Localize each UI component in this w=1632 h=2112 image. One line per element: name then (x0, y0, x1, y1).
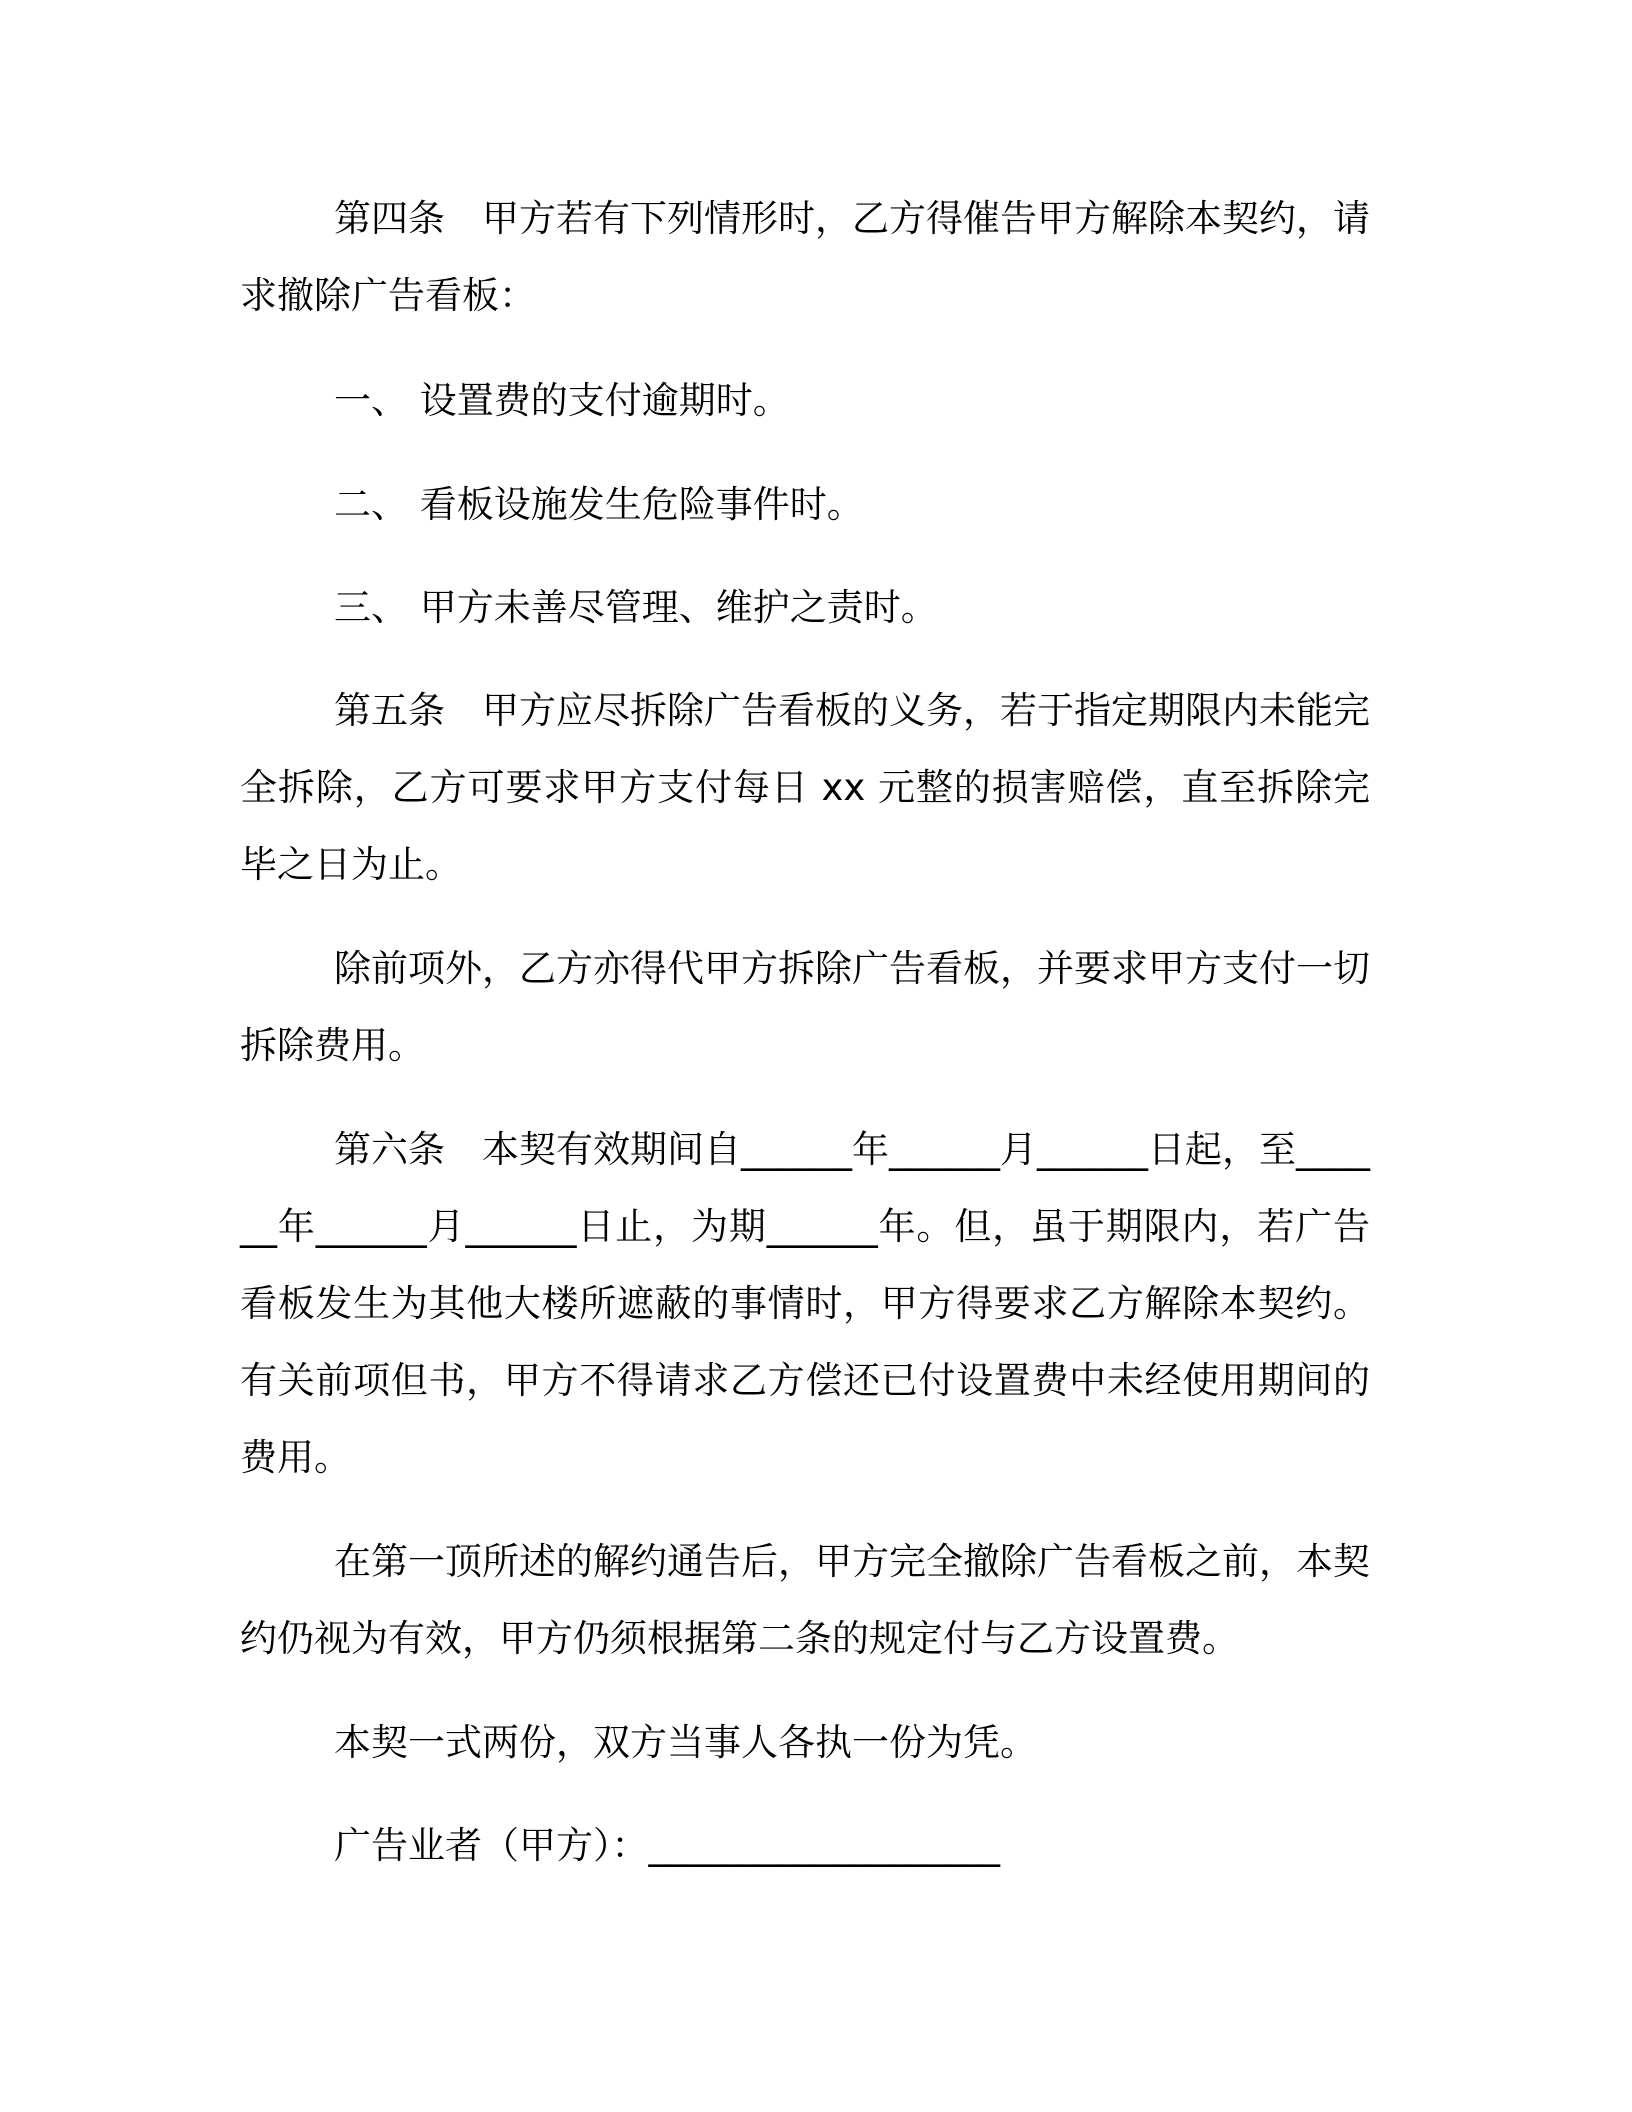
article-5-supplement-paragraph: 除前项外，乙方亦得代甲方拆除广告看板，并要求甲方支付一切拆除费用。 (240, 947, 1370, 1067)
article-4-paragraph: 第四条 甲方若有下列情形时，乙方得催告甲方解除本契约，请求撤除广告看板： (240, 197, 1370, 317)
article-6-supplement-paragraph: 在第一顶所述的解约通告后，甲方完全撤除广告看板之前，本契约仍视为有效，甲方仍须根据第二条的规定付与乙方设置费。 (240, 1540, 1370, 1660)
article-5-paragraph: 第五条 甲方应尽拆除广告看板的义务，若于指定期限内未能完全拆除，乙方可要求甲方支付每日 xx 元整的损害赔偿，直至拆除完毕之日为止。 (240, 689, 1370, 886)
article-4-item-1: 一、 设置费的支付逾期时。 (334, 379, 790, 422)
article-6-paragraph: 第六条 本契有效期间自______年______月______日起，至______年______月______日止，为期______年。但，虽于期限内，若广告看板发生为其他大楼所遮蔽的事情时，甲方得要求乙方解除本契约。有关前项但书，甲方不得请求乙方偿还已付设置费中未经使用期间的费用。 (240, 1128, 1370, 1479)
article-4-item-3: 三、 甲方未善尽管理、维护之责时。 (334, 586, 938, 629)
article-4-item-2: 二、 看板设施发生危险事件时。 (334, 483, 864, 526)
party-a-signature-line: 广告业者（甲方）：___________________ (334, 1824, 1000, 1867)
copies-paragraph: 本契一式两份，双方当事人各执一份为凭。 (334, 1721, 1037, 1764)
